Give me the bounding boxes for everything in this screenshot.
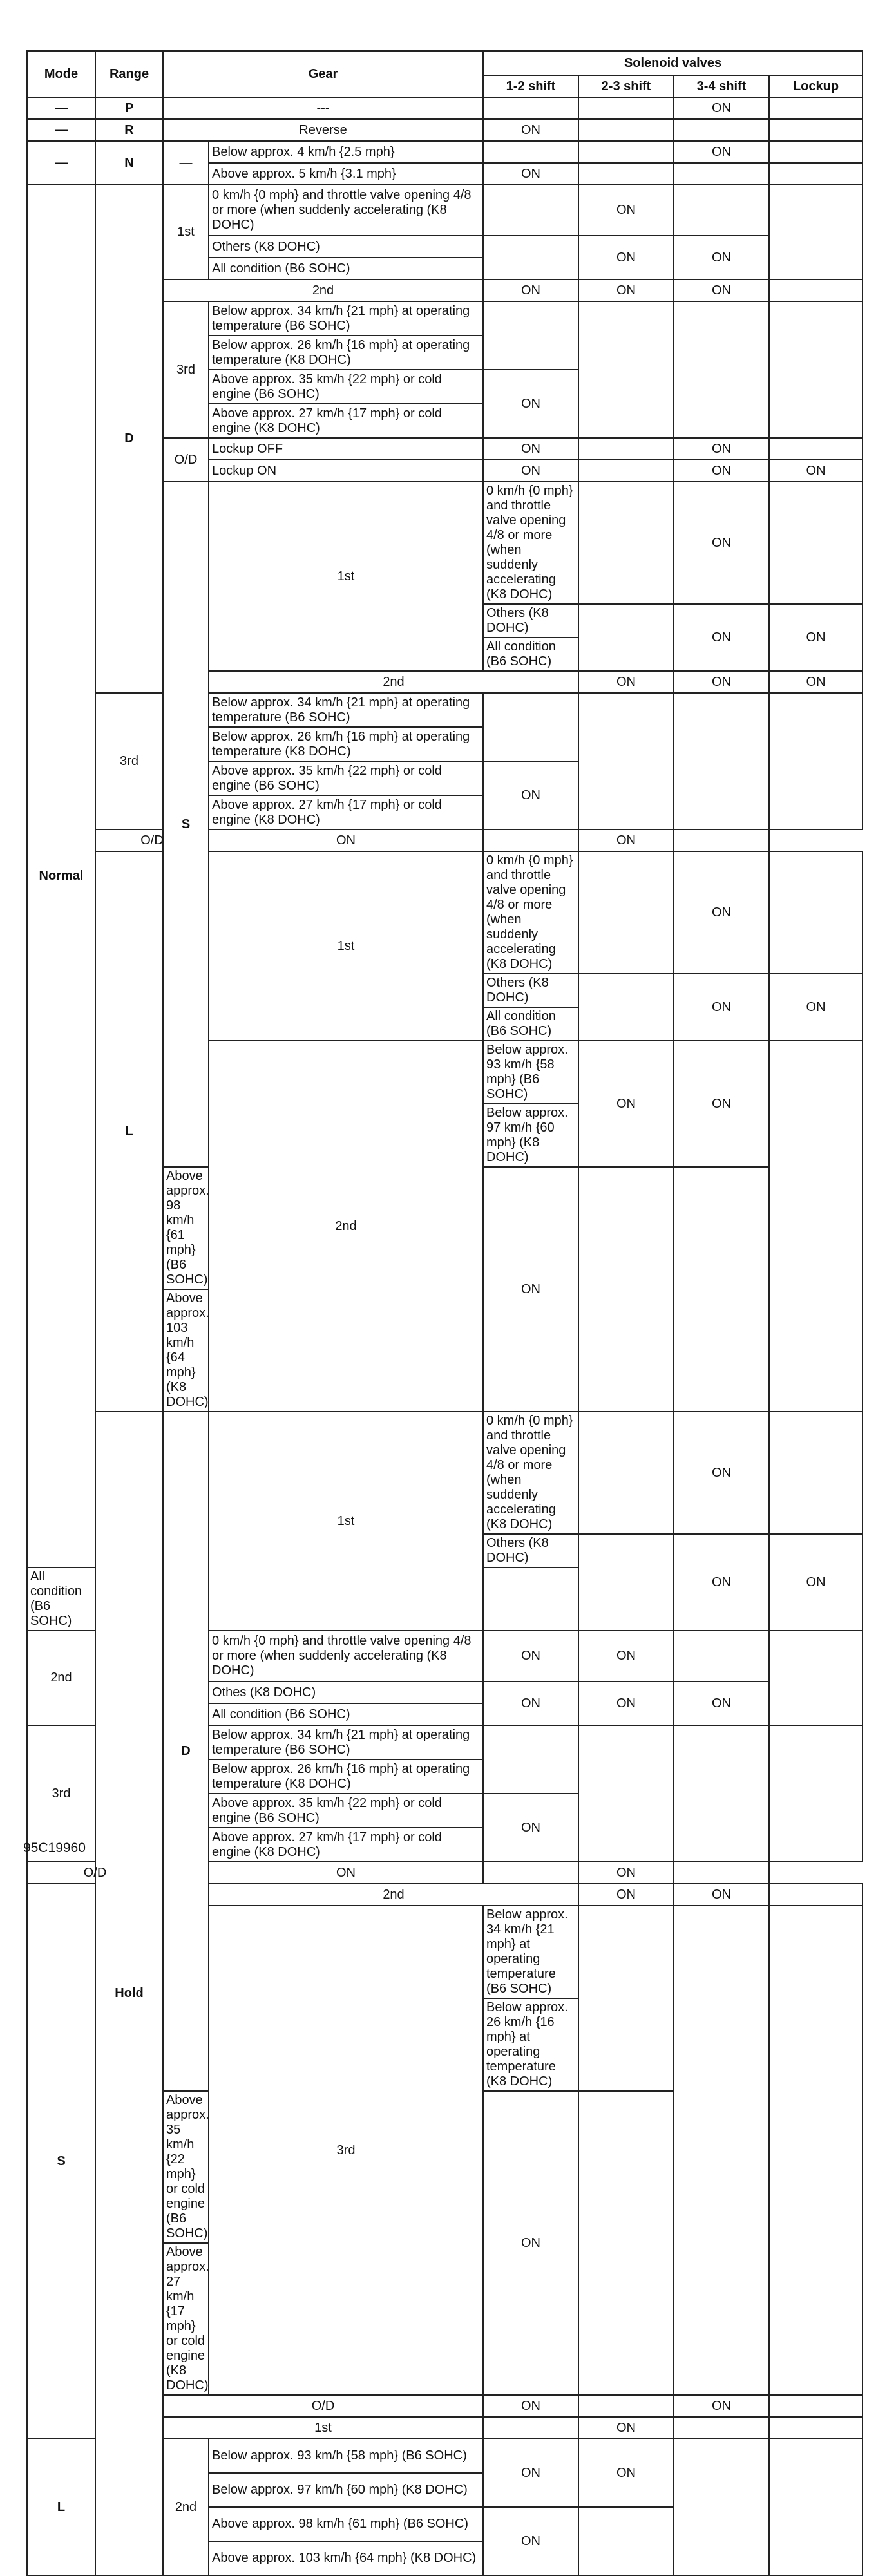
condition-cell: Above approx. 35 km/h {22 mph} or cold engine (B6 SOHC) bbox=[209, 1794, 483, 1828]
solenoid-cell bbox=[483, 2417, 578, 2439]
table-row bbox=[27, 829, 863, 851]
condition-cell: Below approx. 26 km/h {16 mph} at operating temperature (K8 DOHC) bbox=[209, 1759, 483, 1794]
solenoid-cell bbox=[483, 185, 578, 236]
solenoid-cell: ON bbox=[483, 1794, 578, 1862]
range-cell: S bbox=[163, 482, 209, 1167]
condition-cell: Others (K8 DOHC) bbox=[209, 236, 483, 258]
gear-cell: Reverse bbox=[163, 119, 483, 141]
condition-cell: Lockup OFF bbox=[209, 438, 483, 460]
solenoid-cell bbox=[674, 301, 769, 438]
mode-cell: — bbox=[27, 141, 95, 185]
solenoid-cell bbox=[578, 1534, 674, 1631]
solenoid-cell: ON bbox=[483, 2395, 578, 2417]
solenoid-cell bbox=[578, 1906, 674, 2091]
solenoid-cell: ON bbox=[769, 671, 863, 693]
solenoid-cell bbox=[578, 1167, 674, 1412]
condition-cell: Above approx. 27 km/h {17 mph} or cold engine (K8 DOHC) bbox=[209, 795, 483, 829]
condition-cell: All condition (B6 SOHC) bbox=[209, 1703, 483, 1725]
solenoid-cell bbox=[769, 2417, 863, 2439]
condition-cell: All condition (B6 SOHC) bbox=[483, 638, 578, 671]
range-cell: L bbox=[27, 2439, 95, 2575]
solenoid-cell: ON bbox=[674, 1412, 769, 1534]
solenoid-cell: ON bbox=[674, 141, 769, 163]
condition-cell: 0 km/h {0 mph} and throttle valve opening 4/8 or more (when suddenly accelerating (K8 DOHC) bbox=[209, 1631, 483, 1681]
condition-cell: Below approx. 34 km/h {21 mph} at operating temperature (B6 SOHC) bbox=[209, 1725, 483, 1759]
condition-cell: 0 km/h {0 mph} and throttle valve opening 4/8 or more (when suddenly accelerating (K8 DOHC) bbox=[483, 1412, 578, 1534]
condition-cell: Above approx. 5 km/h {3.1 mph} bbox=[209, 163, 483, 185]
solenoid-cell bbox=[578, 141, 674, 163]
solenoid-cell bbox=[769, 1884, 863, 1906]
gear-cell: 1st bbox=[209, 1412, 483, 1631]
solenoid-cell bbox=[674, 1862, 769, 1884]
solenoid-cell: ON bbox=[483, 163, 578, 185]
condition-cell: Above approx. 98 km/h {61 mph} (B6 SOHC) bbox=[209, 2507, 483, 2541]
gear-cell: O/D bbox=[95, 829, 209, 851]
solenoid-cell bbox=[483, 97, 578, 119]
table-row bbox=[27, 185, 863, 236]
solenoid-cell bbox=[483, 1725, 578, 1794]
solenoid-cell: ON bbox=[578, 1862, 674, 1884]
range-cell: R bbox=[95, 119, 163, 141]
gear-cell: O/D bbox=[163, 2395, 483, 2417]
condition-cell: Above approx. 27 km/h {17 mph} or cold engine (K8 DOHC) bbox=[209, 1828, 483, 1862]
table-row bbox=[27, 1862, 863, 1884]
solenoid-cell: ON bbox=[578, 671, 674, 693]
solenoid-cell: ON bbox=[578, 1631, 674, 1681]
solenoid-cell bbox=[769, 693, 863, 829]
solenoid-cell: ON bbox=[483, 1167, 578, 1412]
condition-cell: Below approx. 26 km/h {16 mph} at operating temperature (K8 DOHC) bbox=[209, 336, 483, 370]
solenoid-cell: ON bbox=[769, 1534, 863, 1631]
solenoid-cell bbox=[769, 185, 863, 279]
solenoid-cell: ON bbox=[578, 829, 674, 851]
mode-cell: — bbox=[27, 119, 95, 141]
condition-cell: Others (K8 DOHC) bbox=[483, 1534, 578, 1567]
solenoid-cell: ON bbox=[578, 1041, 674, 1167]
solenoid-cell bbox=[769, 1725, 863, 1862]
solenoid-cell: ON bbox=[674, 97, 769, 119]
solenoid-cell: ON bbox=[674, 460, 769, 482]
mode-cell: Hold bbox=[95, 1412, 163, 2575]
condition-cell: All condition (B6 SOHC) bbox=[27, 1567, 95, 1631]
solenoid-cell bbox=[578, 2507, 674, 2575]
solenoid-cell: ON bbox=[578, 185, 674, 236]
solenoid-cell: ON bbox=[578, 1884, 674, 1906]
gear-cell: 2nd bbox=[27, 1631, 95, 1725]
solenoid-cell bbox=[578, 1725, 674, 1862]
solenoid-cell: ON bbox=[674, 438, 769, 460]
solenoid-cell bbox=[483, 141, 578, 163]
range-cell: S bbox=[27, 1884, 95, 2439]
table-row bbox=[27, 141, 863, 163]
condition-cell: All condition (B6 SOHC) bbox=[209, 258, 483, 279]
solenoid-cell bbox=[674, 2417, 769, 2439]
condition-cell: Below approx. 26 km/h {16 mph} at operating temperature (K8 DOHC) bbox=[483, 1998, 578, 2091]
gear-cell: O/D bbox=[27, 1862, 163, 1884]
range-cell: P bbox=[95, 97, 163, 119]
solenoid-cell: ON bbox=[769, 460, 863, 482]
gear-cell: 3rd bbox=[27, 1725, 95, 1862]
solenoid-cell bbox=[674, 163, 769, 185]
condition-cell: Below approx. 93 km/h {58 mph} (B6 SOHC) bbox=[209, 2439, 483, 2473]
solenoid-cell bbox=[578, 97, 674, 119]
header-3-4-shift: 3-4 shift bbox=[674, 75, 769, 97]
header-range: Range bbox=[95, 51, 163, 97]
solenoid-cell bbox=[578, 693, 674, 829]
solenoid-cell: ON bbox=[578, 2439, 674, 2507]
solenoid-cell: ON bbox=[674, 2395, 769, 2417]
solenoid-cell bbox=[578, 1412, 674, 1534]
gear-cell: 2nd bbox=[209, 1884, 578, 1906]
condition-cell: Above approx. 103 km/h {64 mph} (K8 DOHC) bbox=[209, 2541, 483, 2575]
solenoid-cell bbox=[483, 829, 578, 851]
condition-cell: Above approx. 27 km/h {17 mph} or cold engine (K8 DOHC) bbox=[163, 2243, 209, 2395]
solenoid-cell: ON bbox=[483, 2091, 578, 2395]
solenoid-cell bbox=[769, 97, 863, 119]
condition-cell: Below approx. 34 km/h {21 mph} at operating temperature (B6 SOHC) bbox=[209, 301, 483, 336]
solenoid-cell bbox=[769, 482, 863, 604]
table-row bbox=[27, 851, 863, 974]
header-gear: Gear bbox=[163, 51, 483, 97]
gear-cell: 2nd bbox=[163, 279, 483, 301]
condition-cell: Below approx. 34 km/h {21 mph} at operating temperature (B6 SOHC) bbox=[483, 1906, 578, 1998]
solenoid-cell: ON bbox=[483, 279, 578, 301]
solenoid-cell bbox=[674, 2439, 769, 2575]
solenoid-cell bbox=[769, 851, 863, 974]
solenoid-cell bbox=[578, 2395, 674, 2417]
header-2-3-shift: 2-3 shift bbox=[578, 75, 674, 97]
solenoid-cell: ON bbox=[674, 1681, 769, 1725]
solenoid-cell: ON bbox=[483, 2439, 578, 2507]
solenoid-cell: ON bbox=[674, 236, 769, 279]
header-1-2-shift: 1-2 shift bbox=[483, 75, 578, 97]
condition-cell: Othes (K8 DOHC) bbox=[209, 1681, 483, 1703]
condition-cell: Others (K8 DOHC) bbox=[483, 604, 578, 638]
table-row bbox=[27, 119, 863, 141]
solenoid-cell: ON bbox=[483, 2507, 578, 2575]
solenoid-cell bbox=[674, 829, 769, 851]
gear-cell: 3rd bbox=[209, 1906, 483, 2395]
solenoid-cell: ON bbox=[769, 604, 863, 671]
solenoid-cell: ON bbox=[769, 974, 863, 1041]
solenoid-cell bbox=[769, 2395, 863, 2417]
gear-cell: — bbox=[163, 141, 209, 185]
solenoid-cell bbox=[674, 185, 769, 236]
solenoid-cell: ON bbox=[483, 460, 578, 482]
mode-cell: — bbox=[27, 97, 95, 119]
solenoid-cell: ON bbox=[674, 1041, 769, 1167]
solenoid-cell bbox=[769, 119, 863, 141]
solenoid-cell: ON bbox=[674, 279, 769, 301]
solenoid-cell: ON bbox=[209, 1862, 483, 1884]
solenoid-cell: ON bbox=[674, 1884, 769, 1906]
range-cell: N bbox=[95, 141, 163, 185]
solenoid-cell bbox=[578, 604, 674, 671]
condition-cell: Others (K8 DOHC) bbox=[483, 974, 578, 1007]
gear-cell: 2nd bbox=[163, 2439, 209, 2575]
solenoid-cell: ON bbox=[674, 671, 769, 693]
solenoid-cell bbox=[578, 163, 674, 185]
solenoid-cell bbox=[769, 301, 863, 438]
condition-cell: Lockup ON bbox=[209, 460, 483, 482]
solenoid-cell bbox=[578, 119, 674, 141]
solenoid-cell bbox=[578, 851, 674, 974]
solenoid-cell bbox=[578, 460, 674, 482]
solenoid-cell: ON bbox=[674, 604, 769, 671]
condition-cell: Above approx. 103 km/h {64 mph} (K8 DOHC) bbox=[163, 1289, 209, 1412]
solenoid-cell bbox=[483, 301, 578, 370]
solenoid-cell bbox=[674, 693, 769, 829]
condition-cell: 0 km/h {0 mph} and throttle valve opening 4/8 or more (when suddenly accelerating (K8 DOHC) bbox=[483, 482, 578, 604]
solenoid-valve-table bbox=[26, 50, 863, 2576]
solenoid-cell: ON bbox=[483, 1631, 578, 1681]
solenoid-cell bbox=[674, 1906, 769, 2395]
solenoid-cell: ON bbox=[578, 279, 674, 301]
condition-cell: Below approx. 97 km/h {60 mph} (K8 DOHC) bbox=[483, 1104, 578, 1167]
table-row bbox=[27, 1412, 863, 1534]
gear-cell: 1st bbox=[209, 851, 483, 1041]
solenoid-cell bbox=[769, 163, 863, 185]
gear-cell: 1st bbox=[209, 482, 483, 671]
solenoid-cell: ON bbox=[674, 974, 769, 1041]
condition-cell: All condition (B6 SOHC) bbox=[483, 1007, 578, 1041]
solenoid-cell: ON bbox=[674, 482, 769, 604]
solenoid-cell bbox=[769, 1412, 863, 1534]
solenoid-cell bbox=[674, 1725, 769, 1862]
solenoid-cell bbox=[674, 119, 769, 141]
solenoid-cell: ON bbox=[578, 2417, 674, 2439]
condition-cell: Above approx. 35 km/h {22 mph} or cold engine (B6 SOHC) bbox=[209, 370, 483, 404]
table-row bbox=[27, 693, 863, 727]
solenoid-cell: ON bbox=[483, 761, 578, 829]
condition-cell: 0 km/h {0 mph} and throttle valve opening 4/8 or more (when suddenly accelerating (K8 DOHC) bbox=[483, 851, 578, 974]
range-cell: L bbox=[95, 851, 163, 1412]
condition-cell: Below approx. 93 km/h {58 mph} (B6 SOHC) bbox=[483, 1041, 578, 1104]
solenoid-cell bbox=[578, 482, 674, 604]
condition-cell: Below approx. 97 km/h {60 mph} (K8 DOHC) bbox=[209, 2473, 483, 2507]
gear-cell: O/D bbox=[163, 438, 209, 482]
gear-cell: 3rd bbox=[95, 693, 163, 829]
gear-cell: 1st bbox=[163, 185, 209, 279]
condition-cell: 0 km/h {0 mph} and throttle valve opening 4/8 or more (when suddenly accelerating (K8 DOHC) bbox=[209, 185, 483, 236]
solenoid-cell: ON bbox=[578, 236, 674, 279]
solenoid-cell: ON bbox=[483, 1681, 578, 1725]
gear-cell: 2nd bbox=[209, 1041, 483, 1412]
solenoid-cell: ON bbox=[674, 851, 769, 974]
condition-cell: Above approx. 98 km/h {61 mph} (B6 SOHC) bbox=[163, 1167, 209, 1289]
range-cell: D bbox=[163, 1412, 209, 2091]
solenoid-cell bbox=[483, 1862, 578, 1884]
figure-code: 95C19960 bbox=[23, 1841, 86, 1855]
solenoid-cell bbox=[769, 1906, 863, 2395]
solenoid-cell bbox=[769, 141, 863, 163]
gear-cell: 2nd bbox=[209, 671, 578, 693]
condition-cell: Below approx. 34 km/h {21 mph} at operating temperature (B6 SOHC) bbox=[209, 693, 483, 727]
solenoid-cell bbox=[769, 1631, 863, 1725]
condition-cell: Below approx. 4 km/h {2.5 mph} bbox=[209, 141, 483, 163]
gear-cell: 3rd bbox=[163, 301, 209, 438]
solenoid-cell bbox=[483, 693, 578, 761]
header-solenoid-valves: Solenoid valves bbox=[483, 51, 863, 75]
solenoid-cell bbox=[578, 301, 674, 438]
solenoid-cell bbox=[578, 438, 674, 460]
solenoid-cell: ON bbox=[483, 370, 578, 438]
solenoid-cell bbox=[769, 1041, 863, 1412]
header-lockup: Lockup bbox=[769, 75, 863, 97]
solenoid-cell: ON bbox=[483, 438, 578, 460]
condition-cell: Above approx. 35 km/h {22 mph} or cold engine (B6 SOHC) bbox=[209, 761, 483, 795]
condition-cell: Below approx. 26 km/h {16 mph} at operating temperature (K8 DOHC) bbox=[209, 727, 483, 761]
table-row bbox=[27, 97, 863, 119]
solenoid-cell: ON bbox=[483, 119, 578, 141]
solenoid-cell: ON bbox=[209, 829, 483, 851]
condition-cell: Above approx. 35 km/h {22 mph} or cold engine (B6 SOHC) bbox=[163, 2091, 209, 2243]
solenoid-cell bbox=[674, 1631, 769, 1681]
solenoid-cell: ON bbox=[674, 1534, 769, 1631]
solenoid-cell bbox=[769, 438, 863, 460]
gear-cell: 1st bbox=[163, 2417, 483, 2439]
solenoid-cell bbox=[483, 236, 578, 279]
solenoid-cell bbox=[578, 974, 674, 1041]
range-cell: D bbox=[95, 185, 163, 693]
solenoid-cell bbox=[769, 2439, 863, 2575]
solenoid-cell bbox=[769, 279, 863, 301]
gear-cell: --- bbox=[163, 97, 483, 119]
condition-cell: Above approx. 27 km/h {17 mph} or cold engine (K8 DOHC) bbox=[209, 404, 483, 438]
mode-cell: Normal bbox=[27, 185, 95, 1567]
header-mode: Mode bbox=[27, 51, 95, 97]
solenoid-cell: ON bbox=[578, 1681, 674, 1725]
